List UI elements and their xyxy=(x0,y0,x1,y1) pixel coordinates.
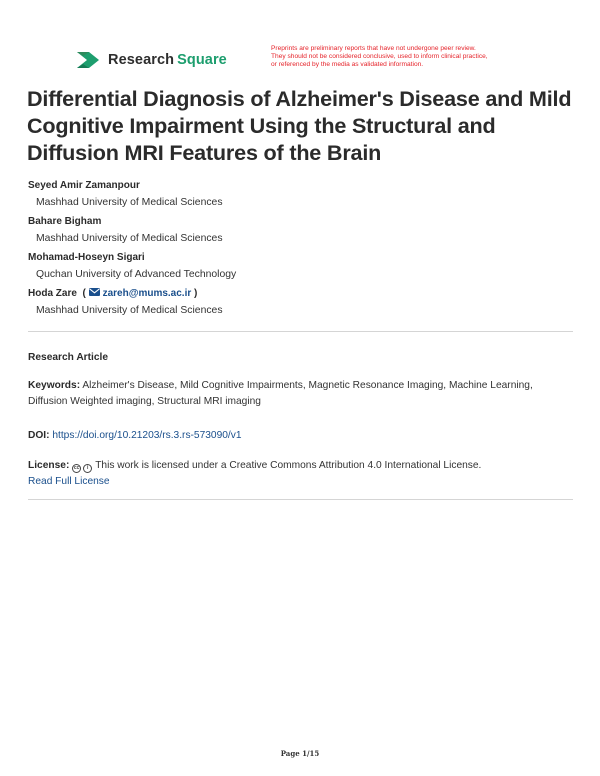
doi-link[interactable]: https://doi.org/10.21203/rs.3.rs-573090/v1 xyxy=(52,430,242,441)
email-open-paren: ( xyxy=(79,288,86,299)
notice-line: or referenced by the media as validated information. xyxy=(271,61,424,68)
envelope-icon xyxy=(89,288,100,296)
preprint-notice xyxy=(271,45,533,69)
author-entry xyxy=(28,252,568,281)
creative-commons-icons xyxy=(72,464,92,473)
author-email-link[interactable] xyxy=(89,288,194,299)
doi xyxy=(28,428,568,444)
keywords-value: Alzheimer's Disease, Mild Cognitive Impairments, Magnetic Resonance Imaging, Machine Learning, Diffusion Weighted imaging, Structural MRI imaging xyxy=(28,380,533,407)
author-name: Mohamad-Hoseyn Sigari xyxy=(28,252,145,263)
author-affiliation: Mashhad University of Medical Sciences xyxy=(36,233,223,244)
notice-line: Preprints are preliminary reports that have not undergone peer review. xyxy=(271,45,476,52)
author-entry xyxy=(28,180,568,209)
read-full-license-link[interactable]: Read Full License xyxy=(28,476,110,487)
page-footer xyxy=(0,749,600,758)
author-entry xyxy=(28,216,568,245)
author-entry xyxy=(28,288,568,317)
license xyxy=(28,458,568,490)
logo-word-research: Research xyxy=(108,52,175,68)
author-name-with-email xyxy=(28,288,568,300)
license-label: License: xyxy=(28,460,70,471)
header xyxy=(0,0,600,80)
author-name: Hoda Zare xyxy=(28,288,77,299)
research-square-logo[interactable] xyxy=(75,50,227,70)
author-affiliation: Quchan University of Advanced Technology xyxy=(36,269,237,280)
author-list xyxy=(28,180,568,324)
cc-icon: cc xyxy=(73,465,80,471)
author-name: Bahare Bigham xyxy=(28,216,102,227)
divider xyxy=(28,331,573,332)
keywords-label: Keywords: xyxy=(28,380,81,391)
logo-text xyxy=(108,52,227,68)
divider xyxy=(28,499,573,500)
page-number: Page 1/15 xyxy=(280,749,320,758)
author-name: Seyed Amir Zamanpour xyxy=(28,180,140,191)
author-affiliation: Mashhad University of Medical Sciences xyxy=(36,305,223,316)
license-text: This work is licensed under a Creative Commons Attribution 4.0 International License. xyxy=(95,460,482,471)
notice-line: They should not be considered conclusive, used to inform clinical practice, xyxy=(271,53,488,60)
keywords xyxy=(28,378,568,410)
author-affiliation: Mashhad University of Medical Sciences xyxy=(36,197,223,208)
logo-word-square: Square xyxy=(177,52,227,68)
attribution-icon: i xyxy=(83,464,92,473)
paper-title: Differential Diagnosis of Alzheimer's Disease and Mild Cognitive Impairment Using the Structural and Diffusion MRI Features of the Brain xyxy=(27,86,572,165)
email-close-paren: ) xyxy=(194,288,198,299)
research-square-logo-icon xyxy=(75,50,101,70)
article-type: Research Article xyxy=(28,352,109,363)
doi-label: DOI: xyxy=(28,430,50,441)
author-email: zareh@mums.ac.ir xyxy=(102,288,192,299)
